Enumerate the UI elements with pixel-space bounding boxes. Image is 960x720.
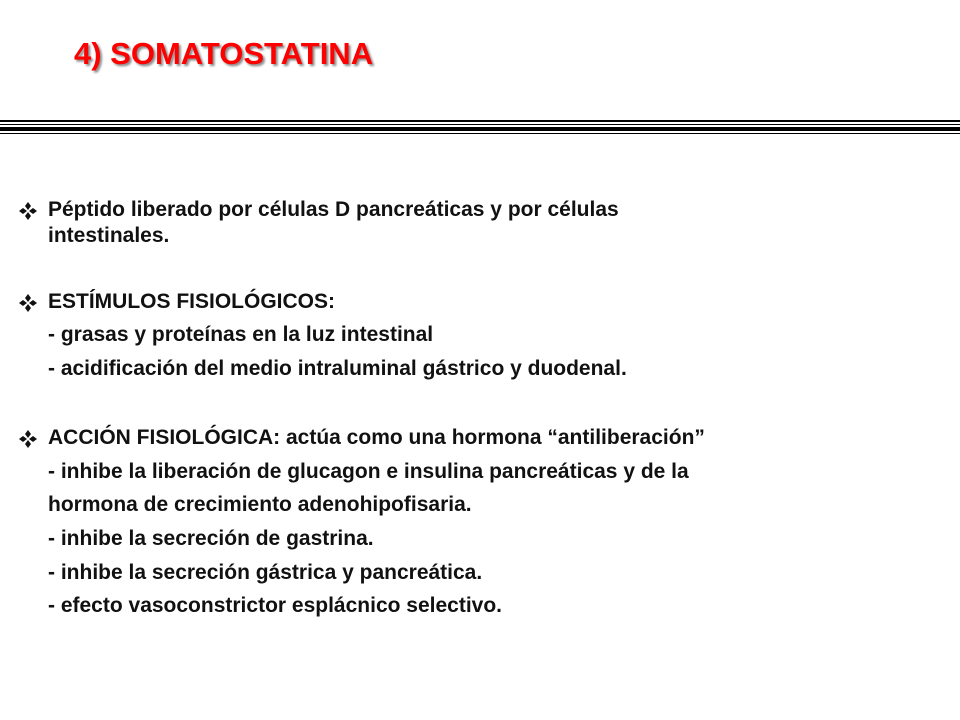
section-3-item-4: - efecto vasoconstrictor esplácnico selectivo. [48, 594, 503, 617]
section-2-heading: ESTÍMULOS FISIOLÓGICOS: [48, 290, 336, 313]
four-diamond-star-icon [18, 293, 38, 313]
section-3-item-1-cont: hormona de crecimiento adenohipofisaria. [48, 493, 472, 516]
four-diamond-star-icon [18, 429, 38, 449]
section-2-item-2: - acidificación del medio intraluminal gástrico y duodenal. [48, 357, 627, 380]
section-1-line-2: intestinales. [48, 224, 170, 247]
section-3-item-1: - inhibe la liberación de glucagon e insulina pancreáticas y de la [48, 460, 689, 483]
section-3-item-2: - inhibe la secreción de gastrina. [48, 527, 374, 550]
section-3-item-3: - inhibe la secreción gástrica y pancreática. [48, 561, 483, 584]
section-1-line-1: Péptido liberado por células D pancreáticas y por células [48, 198, 619, 221]
section-3-heading: ACCIÓN FISIOLÓGICA: actúa como una hormona “antiliberación” [48, 426, 705, 449]
four-diamond-star-icon [18, 201, 38, 221]
slide-title: 4) SOMATOSTATINA [74, 36, 374, 71]
section-2-item-1: - grasas y proteínas en la luz intestinal [48, 323, 434, 346]
